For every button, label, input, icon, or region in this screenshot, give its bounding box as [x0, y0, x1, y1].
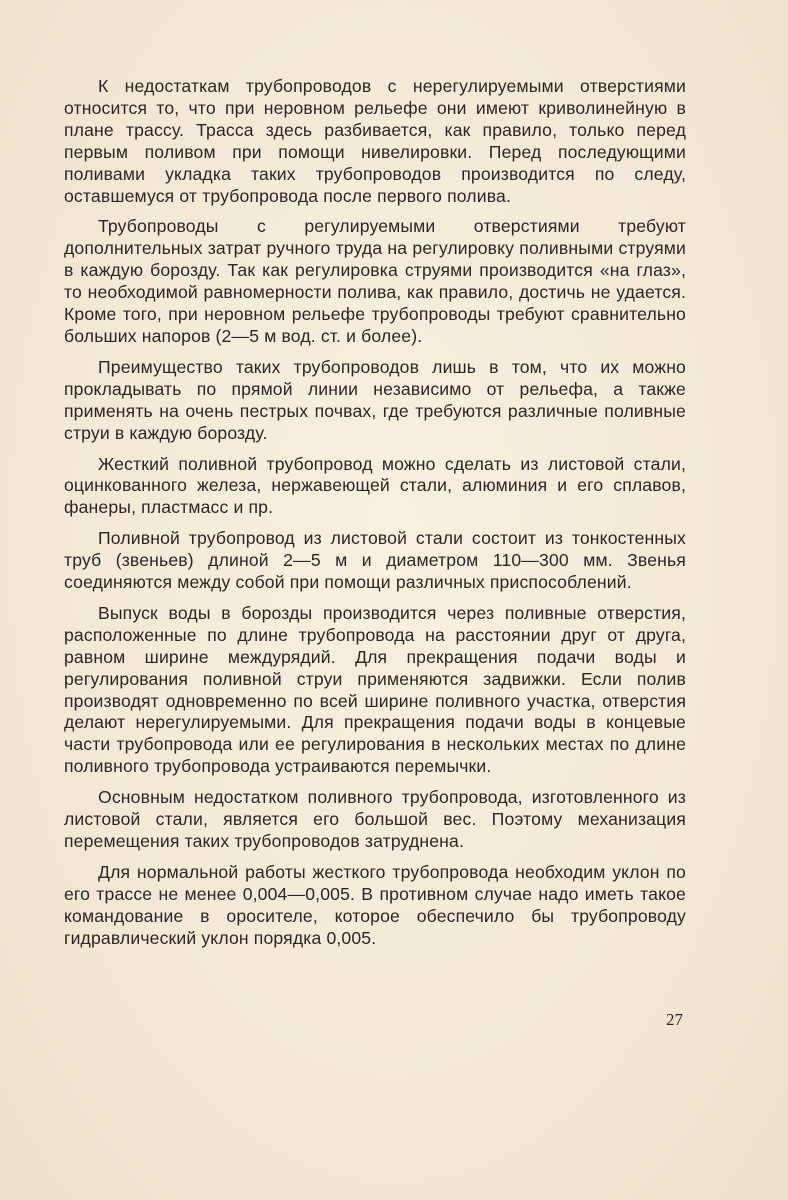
body-text — [64, 76, 686, 959]
page-number: 27 — [666, 1010, 683, 1029]
paragraph-1: К недостаткам трубопроводов с нерегулируемыми отверстиями относится то, что при неровном рельефе они имеют криволинейную в плане трассу. Трасса здесь разбивается, как правило, только перед первым поливом при помощи нивелировки. Перед последующими поливами укладка таких трубопроводов производится по следу, оставшемуся от трубопровода после первого полива. — [64, 76, 686, 206]
paragraph-2: Трубопроводы с регулируемыми отверстиями требуют дополнительных затрат ручного труда на регулировку поливными струями в каждую борозду. Так как регулировка струями производится «на глаз», то необходимой равномерности полива, как правило, достичь не удается. Кроме того, при неровном рельефе трубопроводы требуют сравнительно больших напоров (2—5 м вод. ст. и более). — [64, 216, 686, 346]
paragraph-3: Преимущество таких трубопроводов лишь в том, что их можно прокладывать по прямой линии независимо от рельефа, а также применять на очень пестрых почвах, где требуются различные поливные струи в каждую борозду. — [64, 356, 686, 443]
paragraph-7: Основным недостатком поливного трубопровода, изготовленного из листовой стали, является его большой вес. Поэтому механизация перемещения таких трубопроводов затруднена. — [64, 787, 686, 851]
paragraph-4: Жесткий поливной трубопровод можно сделать из листовой стали, оцинкованного железа, нержавеющей стали, алюминия и его сплавов, фанеры, пластмасс и пр. — [64, 453, 686, 518]
paragraph-6: Выпуск воды в борозды производится через поливные отверстия, расположенные по длине трубопровода на расстоянии друг от друга, равном ширине междурядий. Для прекращения подачи воды и регулирования поливной струи применяются задвижки. Если полив производят одновременно по всей ширине поливного участка, отверстия делают нерегулируемыми. Для прекращения подачи воды в концевые части трубопровода или ее регулирования в нескольких местах по длине поливного трубопровода устраиваются перемычки. — [64, 602, 686, 777]
paragraph-8: Для нормальной работы жесткого трубопровода необходим уклон по его трассе не менее 0,004—0,005. В противном случае надо иметь такое командование в оросителе, которое обеспечило бы трубопроводу гидравлический уклон порядка 0,005. — [64, 861, 686, 948]
paragraph-5: Поливной трубопровод из листовой стали состоит из тонкостенных труб (звеньев) длиной 2—5 м и диаметром 110—300 мм. Звенья соединяются между собой при помощи различных приспособлений. — [64, 528, 686, 593]
